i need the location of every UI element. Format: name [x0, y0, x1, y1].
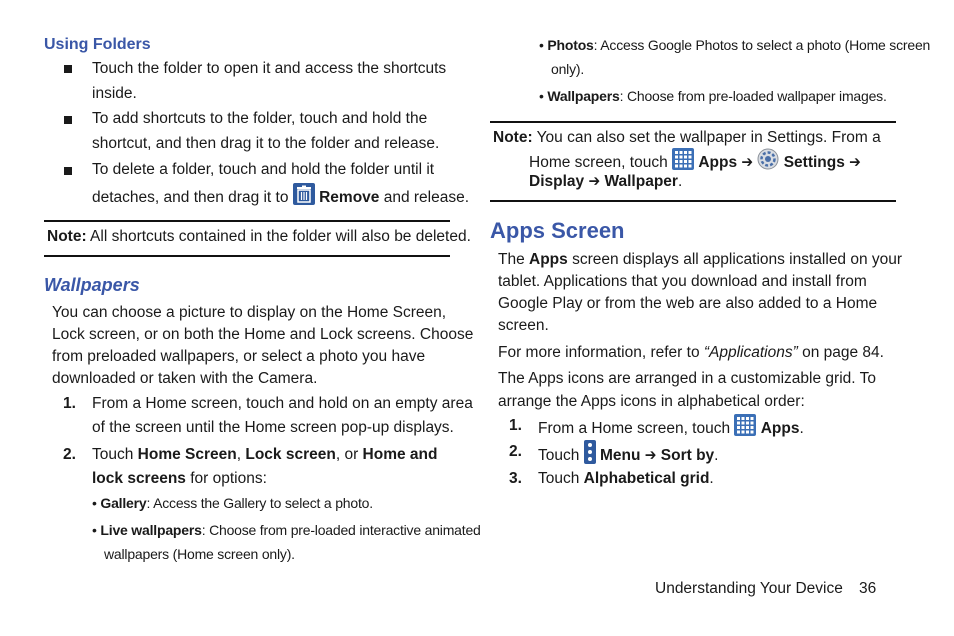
- apps-grid-icon: [734, 414, 756, 444]
- note-settings: Note: You can also set the wallpaper in Settings. From a: [493, 129, 881, 146]
- paragraph-line: You can choose a picture to display on the Home Screen,: [52, 304, 447, 321]
- sub-bullet: • Live wallpapers: Choose from pre-loaded interactive animated: [92, 522, 481, 538]
- sub-bullet: • Gallery: Access the Gallery to select a photo.: [92, 495, 373, 511]
- page-number: 36: [859, 580, 877, 597]
- step-text: Touch Home Screen, Lock screen, or Home and: [92, 446, 438, 463]
- note-folder: Note: All shortcuts contained in the folder will also be deleted.: [47, 228, 471, 245]
- wallpapers-heading: Wallpapers: [44, 275, 140, 295]
- sub-bullet: • Photos: Access Google Photos to select a photo (Home screen: [539, 37, 931, 53]
- settings-gear-icon: [757, 148, 779, 178]
- sub-bullet: wallpapers (Home screen only).: [104, 546, 295, 562]
- step-number: 2.: [63, 446, 76, 463]
- bullet-marker: [64, 65, 72, 73]
- step-text: Touch Alphabetical grid.: [538, 470, 714, 487]
- paragraph-line: arrange the Apps icons in alphabetical order:: [498, 393, 805, 410]
- paragraph-line: downloaded or taken with the Camera.: [52, 370, 318, 387]
- step-text: lock screens for options:: [92, 470, 267, 487]
- paragraph-line: Lock screen, or on both the Home and Lock screens. Choose: [52, 326, 474, 343]
- paragraph-line: The Apps screen displays all applications installed on your: [498, 251, 903, 268]
- step-number: 1.: [63, 395, 76, 412]
- bullet-text: To add shortcuts to the folder, touch and hold the: [92, 110, 428, 127]
- paragraph-line: Google Play or from the web are also added to a Home: [498, 295, 878, 312]
- step-text: From a Home screen, touch Apps.: [538, 414, 804, 444]
- bullet-text: shortcut, and then drag it to the folder and release.: [92, 135, 440, 152]
- bullet-text-remove: detaches, and then drag it to Remove and release.: [92, 183, 469, 213]
- note-settings-line2: Home screen, touch Apps ➔ Settings ➔: [529, 148, 861, 178]
- note-settings-line3: Display ➔ Wallpaper.: [529, 173, 683, 190]
- step-text: Touch Menu ➔ Sort by.: [538, 440, 718, 472]
- paragraph-line: For more information, refer to “Applications” on page 84.: [498, 344, 884, 361]
- footer-section-title: Understanding Your Device: [655, 580, 843, 597]
- bullet-marker: [64, 116, 72, 124]
- sub-bullet: • Wallpapers: Choose from pre-loaded wallpaper images.: [539, 88, 887, 104]
- bullet-text: inside.: [92, 85, 137, 102]
- paragraph-line: tablet. Applications that you download and install from: [498, 273, 867, 290]
- using-folders-heading: Using Folders: [44, 36, 151, 53]
- step-number: 1.: [509, 417, 522, 434]
- note-bottom-rule: [490, 200, 896, 202]
- applications-reference: “Applications”: [703, 344, 798, 361]
- trash-icon: [293, 183, 315, 213]
- paragraph-line: The Apps icons are arranged in a customizable grid. To: [498, 370, 876, 387]
- bullet-marker: [64, 167, 72, 175]
- step-number: 3.: [509, 470, 522, 487]
- bullet-text: To delete a folder, touch and hold the folder until it: [92, 161, 435, 178]
- sub-bullet: only).: [551, 61, 585, 77]
- note-bottom-rule: [44, 255, 450, 257]
- step-text: From a Home screen, touch and hold on an empty area: [92, 395, 473, 412]
- apps-screen-heading: Apps Screen: [490, 218, 625, 243]
- note-top-rule: [44, 220, 450, 222]
- step-text: of the screen until the Home screen pop-up displays.: [92, 419, 454, 436]
- paragraph-line: from preloaded wallpapers, or select a photo you have: [52, 348, 426, 365]
- paragraph-line: screen.: [498, 317, 549, 334]
- note-top-rule: [490, 121, 896, 123]
- step-number: 2.: [509, 443, 522, 460]
- bullet-text: Touch the folder to open it and access the shortcuts: [92, 60, 447, 77]
